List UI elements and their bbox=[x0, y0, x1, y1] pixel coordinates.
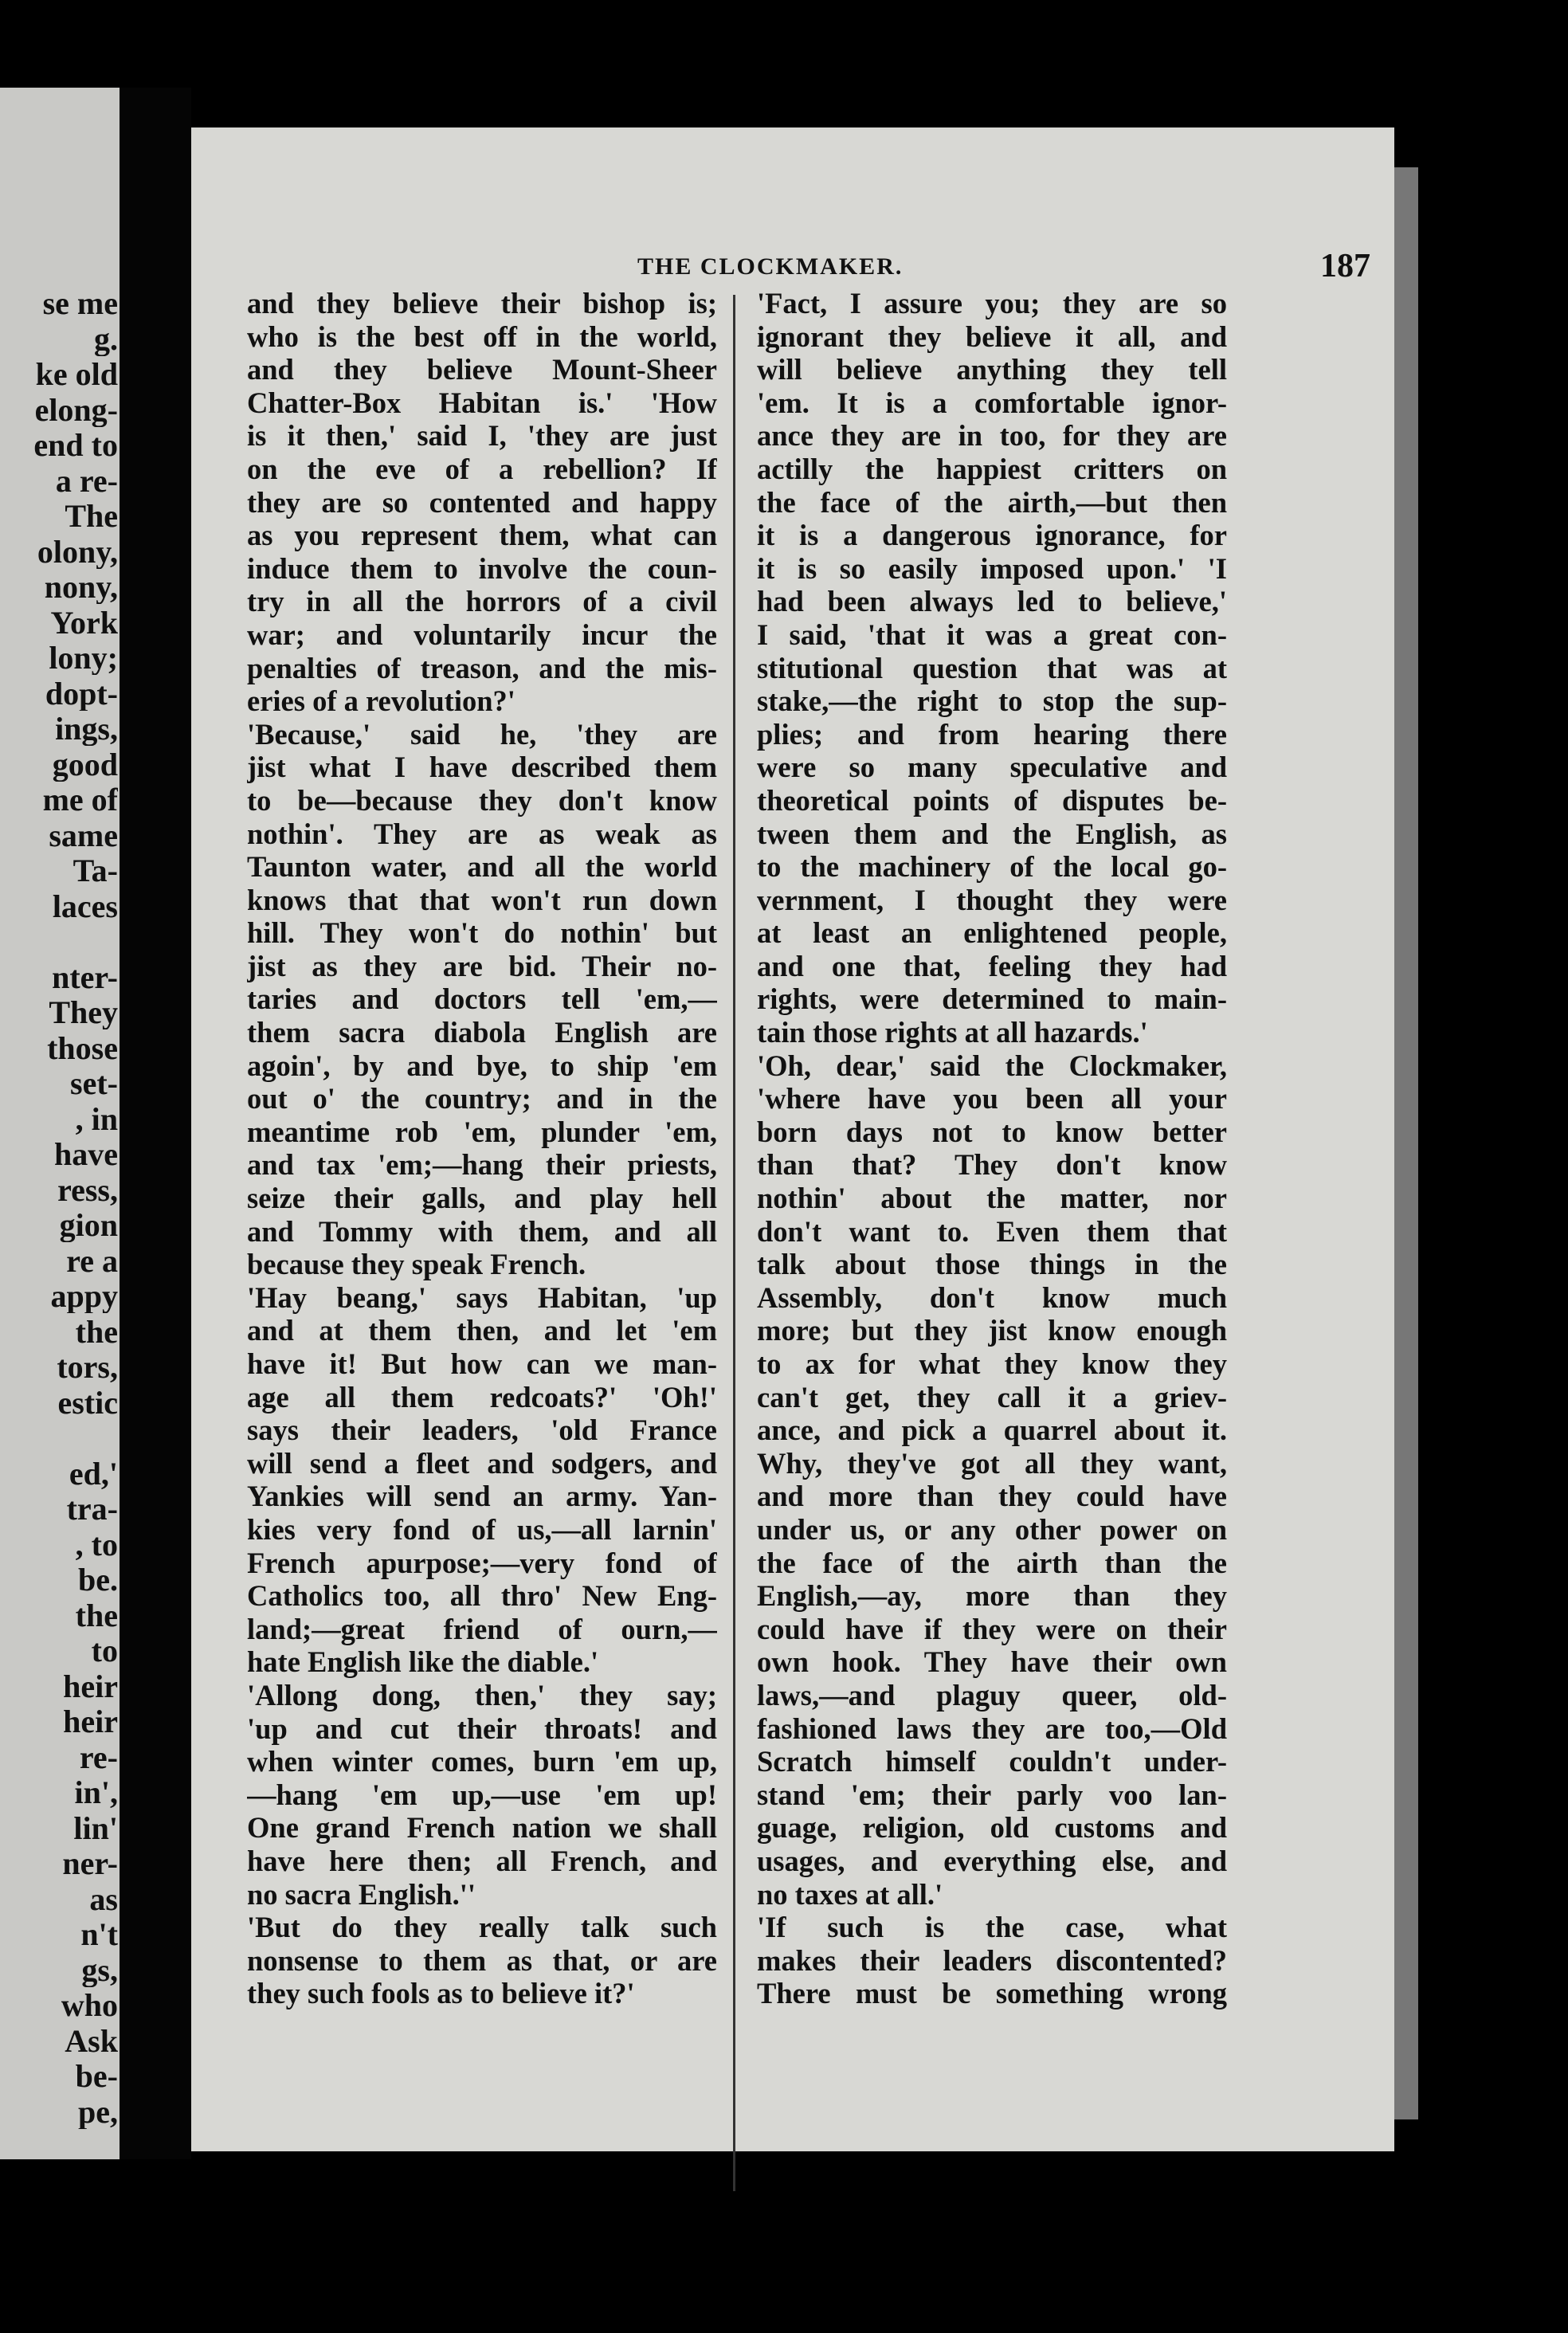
text-line: stand 'em; their parly voo lan- bbox=[757, 1778, 1227, 1811]
margin-fragment: ner- bbox=[62, 1847, 118, 1880]
text-line: were so many speculative and bbox=[757, 751, 1227, 784]
text-line: makes their leaders discontented? bbox=[757, 1943, 1227, 1977]
text-line: no taxes at all.' bbox=[757, 1877, 943, 1911]
margin-fragment: end to bbox=[33, 429, 118, 462]
text-line: and they believe their bishop is; bbox=[247, 287, 717, 320]
text-line: actilly the happiest critters on bbox=[757, 452, 1227, 485]
margin-fragment: those bbox=[47, 1031, 118, 1065]
text-line: jist what I have described them bbox=[247, 751, 717, 784]
text-line: to be—because they don't know bbox=[247, 783, 717, 817]
text-line: is it then,' said I, 'they are just bbox=[247, 419, 717, 453]
margin-fragment: olony, bbox=[37, 535, 118, 569]
text-line: on the eve of a rebellion? If bbox=[247, 452, 717, 485]
book-page bbox=[191, 127, 1394, 2151]
text-line: stitutional question that was at bbox=[757, 651, 1227, 684]
text-line: 'Oh, dear,' said the Clockmaker, bbox=[757, 1049, 1227, 1082]
text-line: who is the best off in the world, bbox=[247, 320, 717, 353]
text-line: tain those rights at all hazards.' bbox=[757, 1016, 1148, 1049]
text-line: when winter comes, burn 'em up, bbox=[247, 1745, 717, 1778]
text-line: than that? They don't know bbox=[757, 1148, 1227, 1182]
margin-fragment: ress, bbox=[57, 1173, 118, 1207]
text-line: taries and doctors tell 'em,— bbox=[247, 982, 717, 1016]
book-gutter bbox=[120, 88, 191, 2159]
margin-fragment: good bbox=[52, 747, 118, 782]
text-line: plies; and from hearing there bbox=[757, 717, 1227, 751]
text-line: ance, and pick a quarrel about it. bbox=[757, 1414, 1227, 1447]
margin-fragment: heir bbox=[63, 1669, 118, 1704]
text-line: Taunton water, and all the world bbox=[247, 850, 717, 884]
text-line: it is so easily imposed upon.' 'I bbox=[757, 551, 1227, 585]
text-line: to the machinery of the local go- bbox=[757, 850, 1227, 884]
text-line: hate English like the diable.' bbox=[247, 1645, 599, 1679]
text-line: knows that that won't run down bbox=[247, 883, 717, 916]
text-line: fashioned laws they are too,—Old bbox=[757, 1712, 1227, 1745]
text-line: talk about those things in the bbox=[757, 1248, 1227, 1281]
margin-fragment: nony, bbox=[44, 571, 118, 604]
text-line: because they speak French. bbox=[247, 1248, 586, 1281]
text-line: 'Hay beang,' says Habitan, 'up bbox=[247, 1280, 717, 1314]
text-line: One grand French nation we shall bbox=[247, 1811, 717, 1845]
text-line: kies very fond of us,—all larnin' bbox=[247, 1512, 717, 1546]
margin-fragment: to bbox=[91, 1634, 118, 1668]
text-line: and they believe Mount-Sheer bbox=[247, 353, 717, 386]
text-line: 'Fact, I assure you; they are so bbox=[757, 287, 1227, 320]
margin-fragment: ed,' bbox=[69, 1457, 118, 1491]
text-line: the face of the airth than the bbox=[757, 1546, 1227, 1579]
text-line: under us, or any other power on bbox=[757, 1512, 1227, 1546]
text-line: and at them then, and let 'em bbox=[247, 1314, 717, 1347]
text-line: and Tommy with them, and all bbox=[247, 1214, 717, 1248]
text-line: it is a dangerous ignorance, for bbox=[757, 519, 1227, 552]
text-line: jist as they are bid. Their no- bbox=[247, 949, 717, 982]
text-line: eries of a revolution?' bbox=[247, 684, 515, 718]
text-line: 'If such is the case, what bbox=[757, 1911, 1227, 1944]
text-line: as you represent them, what can bbox=[247, 519, 717, 552]
text-line: vernment, I thought they were bbox=[757, 883, 1227, 916]
margin-fragment: a re- bbox=[55, 464, 118, 498]
facing-page-fragment bbox=[0, 88, 120, 2159]
margin-fragment: be- bbox=[75, 2060, 118, 2093]
text-line: had been always led to believe,' bbox=[757, 585, 1227, 618]
margin-fragment: pe, bbox=[78, 2095, 118, 2129]
margin-fragment: in', bbox=[74, 1776, 118, 1810]
text-line: own hook. They have their own bbox=[757, 1645, 1227, 1679]
text-line: land;—great friend of ourn,— bbox=[247, 1612, 717, 1645]
text-line: rights, were determined to main- bbox=[757, 982, 1227, 1016]
margin-fragment: elong- bbox=[34, 393, 118, 427]
text-line: penalties of treason, and the mis- bbox=[247, 651, 717, 684]
margin-fragment: , to bbox=[75, 1527, 118, 1562]
text-line: and one that, feeling they had bbox=[757, 949, 1227, 982]
margin-fragment: set- bbox=[70, 1067, 118, 1100]
text-line: Chatter-Box Habitan is.' 'How bbox=[247, 386, 717, 419]
margin-fragment: tra- bbox=[66, 1492, 118, 1526]
text-line: seize their galls, and play hell bbox=[247, 1182, 717, 1215]
text-line: 'Because,' said he, 'they are bbox=[247, 717, 717, 751]
text-line: no sacra English.'' bbox=[247, 1877, 476, 1911]
margin-fragment: lony; bbox=[49, 641, 118, 675]
text-line: usages, and everything else, and bbox=[757, 1844, 1227, 1877]
text-line: nothin'. They are as weak as bbox=[247, 817, 717, 850]
text-line: says their leaders, 'old France bbox=[247, 1414, 717, 1447]
text-line: Yankies will send an army. Yan- bbox=[247, 1480, 717, 1513]
text-line: hill. They won't do nothin' but bbox=[247, 916, 717, 950]
margin-fragment: The bbox=[65, 500, 118, 533]
margin-fragment: gion bbox=[59, 1209, 118, 1242]
text-line: nonsense to them as that, or are bbox=[247, 1943, 717, 1977]
margin-fragment: who bbox=[61, 1989, 118, 2022]
text-line: 'But do they really talk such bbox=[247, 1911, 717, 1944]
margin-fragment: n't bbox=[80, 1918, 118, 1951]
text-line: There must be something wrong bbox=[757, 1977, 1227, 2010]
text-line: theoretical points of disputes be- bbox=[757, 783, 1227, 817]
text-line: will send a fleet and sodgers, and bbox=[247, 1446, 717, 1480]
text-line: stake,—the right to stop the sup- bbox=[757, 684, 1227, 718]
text-line: age all them redcoats?' 'Oh!' bbox=[247, 1380, 717, 1414]
margin-fragment: , in bbox=[75, 1102, 118, 1136]
column-rule bbox=[733, 295, 735, 2191]
text-line: Why, they've got all they want, bbox=[757, 1446, 1227, 1480]
text-line: born days not to know better bbox=[757, 1115, 1227, 1148]
text-line: nothin' about the matter, nor bbox=[757, 1182, 1227, 1215]
text-line: agoin', by and bye, to ship 'em bbox=[247, 1049, 717, 1082]
margin-fragment: Ask bbox=[65, 2024, 118, 2058]
margin-fragment: have bbox=[54, 1138, 118, 1171]
text-line: 'where have you been all your bbox=[757, 1082, 1227, 1116]
text-line: 'Allong dong, then,' they say; bbox=[247, 1678, 717, 1712]
margin-fragment: ings, bbox=[55, 712, 118, 746]
margin-fragment: the bbox=[75, 1315, 118, 1349]
text-line: Assembly, don't know much bbox=[757, 1280, 1227, 1314]
text-line: out o' the country; and in the bbox=[247, 1082, 717, 1116]
text-line: ignorant they believe it all, and bbox=[757, 320, 1227, 353]
text-line: have it! But how can we man- bbox=[247, 1347, 717, 1380]
margin-fragment: Ta- bbox=[73, 854, 118, 888]
text-line: induce them to involve the coun- bbox=[247, 551, 717, 585]
text-line: 'up and cut their throats! and bbox=[247, 1712, 717, 1745]
margin-fragment: They bbox=[49, 996, 118, 1029]
margin-fragment: se me bbox=[42, 287, 118, 320]
text-line: tween them and the English, as bbox=[757, 817, 1227, 850]
text-line: French apurpose;—very fond of bbox=[247, 1546, 717, 1579]
text-line: they are so contented and happy bbox=[247, 485, 717, 519]
text-line: Catholics too, all thro' New Eng- bbox=[247, 1579, 717, 1613]
page-edge bbox=[1394, 167, 1418, 2119]
margin-fragment: gs, bbox=[81, 1953, 118, 1987]
running-head: THE CLOCKMAKER. bbox=[637, 253, 904, 280]
text-line: laws,—and plaguy queer, old- bbox=[757, 1678, 1227, 1712]
text-line: 'em. It is a comfortable ignor- bbox=[757, 386, 1227, 419]
text-line: them sacra diabola English are bbox=[247, 1016, 717, 1049]
margin-fragment: ke old bbox=[35, 358, 118, 391]
text-column-right bbox=[757, 287, 1227, 2010]
text-line: they such fools as to believe it?' bbox=[247, 1977, 635, 2010]
margin-fragment: re a bbox=[66, 1244, 118, 1278]
text-line: will believe anything they tell bbox=[757, 353, 1227, 386]
margin-fragment: same bbox=[49, 818, 118, 853]
margin-fragment: York bbox=[50, 606, 118, 640]
text-line: at least an enlightened people, bbox=[757, 916, 1227, 950]
margin-fragment: dopt- bbox=[45, 676, 118, 711]
margin-fragment: estic bbox=[57, 1386, 118, 1420]
margin-fragment: appy bbox=[50, 1280, 118, 1313]
text-line: can't get, they call it a griev- bbox=[757, 1380, 1227, 1414]
margin-fragment: be. bbox=[78, 1563, 118, 1597]
margin-fragment: heir bbox=[63, 1705, 118, 1739]
text-line: Scratch himself couldn't under- bbox=[757, 1745, 1227, 1778]
margin-fragment: lin' bbox=[73, 1811, 118, 1845]
text-line: the face of the airth,—but then bbox=[757, 485, 1227, 519]
margin-fragment: tors, bbox=[57, 1351, 118, 1384]
text-line: and more than they could have bbox=[757, 1480, 1227, 1513]
text-line: to ax for what they know they bbox=[757, 1347, 1227, 1380]
margin-fragment: nter- bbox=[52, 960, 118, 994]
margin-fragment: re- bbox=[79, 1740, 118, 1774]
margin-fragment: as bbox=[89, 1882, 118, 1916]
text-line: I said, 'that it was a great con- bbox=[757, 618, 1227, 651]
page-number: 187 bbox=[1320, 248, 1370, 284]
margin-fragment: me of bbox=[42, 783, 118, 817]
text-line: don't want to. Even them that bbox=[757, 1214, 1227, 1248]
text-line: have here then; all French, and bbox=[247, 1844, 717, 1877]
text-line: meantime rob 'em, plunder 'em, bbox=[247, 1115, 717, 1148]
margin-fragment: laces bbox=[52, 889, 118, 923]
text-line: try in all the horrors of a civil bbox=[247, 585, 717, 618]
text-line: more; but they jist know enough bbox=[757, 1314, 1227, 1347]
text-line: and tax 'em;—hang their priests, bbox=[247, 1148, 717, 1182]
text-line: —hang 'em up,—use 'em up! bbox=[247, 1778, 717, 1811]
margin-fragment: the bbox=[75, 1598, 118, 1633]
text-column-left bbox=[247, 287, 717, 2010]
text-line: could have if they were on their bbox=[757, 1612, 1227, 1645]
text-line: guage, religion, old customs and bbox=[757, 1811, 1227, 1845]
text-line: war; and voluntarily incur the bbox=[247, 618, 717, 651]
text-line: English,—ay, more than they bbox=[757, 1579, 1227, 1613]
text-line: ance they are in too, for they are bbox=[757, 419, 1227, 453]
margin-fragment: g. bbox=[94, 322, 118, 356]
